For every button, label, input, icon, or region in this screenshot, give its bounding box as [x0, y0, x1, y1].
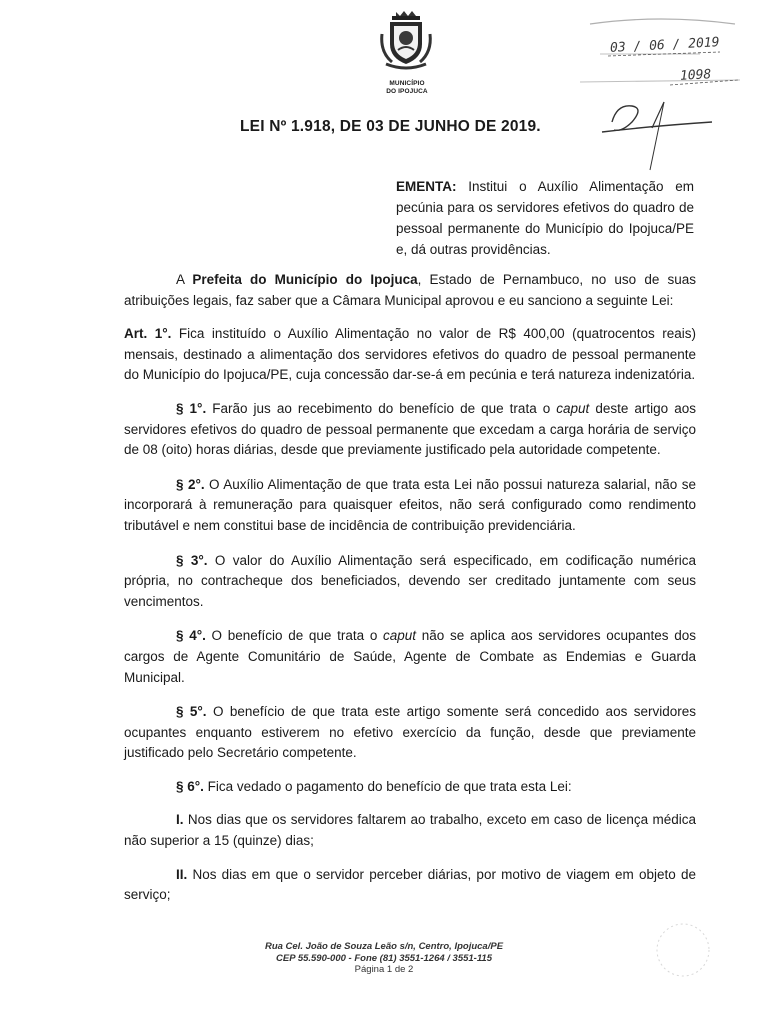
preamble-paragraph — [124, 270, 696, 311]
municipality-line-1: MUNICÍPIO — [389, 80, 425, 87]
received-stamp — [570, 10, 750, 88]
paragraph-5 — [124, 702, 696, 764]
inciso-1-label: I. — [176, 812, 184, 828]
paragraph-4-text-a: O benefício de que trata o — [205, 628, 384, 644]
municipality-line-2: DO IPOJUCA — [386, 88, 428, 95]
paragraph-4-label: § 4°. — [176, 628, 206, 644]
ementa-label: EMENTA: — [396, 179, 457, 194]
paragraph-2 — [124, 475, 696, 537]
preamble-post: , Estado de Pernambuco, no uso de suas atribuições legais, faz saber que a Câmara Municipal aprovou e eu sanciono a seguinte Lei: — [124, 272, 696, 308]
article-1-text: Fica instituído o Auxílio Alimentação no valor de R$ 400,00 (quatrocentos reais) mensais, destinado a alimentação dos servidores efetivos do quadro de pessoal permanente do Município do Ipojuca/PE, cuja concessão dar-se-á em pecúnia e terá natureza indenizatória. — [124, 326, 696, 383]
paragraph-3 — [124, 551, 696, 613]
paragraph-5-label: § 5°. — [176, 704, 207, 720]
stamp-number: 1098 — [679, 67, 712, 84]
paragraph-3-label: § 3°. — [176, 552, 208, 568]
footer — [0, 941, 768, 976]
paragraph-6-text: Fica vedado o pagamento do benefício de que trata esta Lei: — [203, 778, 572, 794]
preamble-bold: Prefeita do Município do Ipojuca — [192, 272, 418, 287]
coat-of-arms-icon — [378, 8, 434, 74]
paragraph-2-label: § 2°. — [176, 476, 205, 492]
paragraph-5-text: O benefício de que trata este artigo somente será concedido aos servidores ocupantes enquanto estiverem no efetivo exercício da função, desde que previamente justificado pelo Secretário competente. — [124, 704, 696, 761]
law-title: LEI Nº 1.918, DE 03 DE JUNHO DE 2019. — [240, 118, 541, 135]
paragraph-6 — [124, 777, 696, 798]
page-number: Página 1 de 2 — [354, 964, 414, 976]
handwritten-signature — [592, 92, 722, 172]
paragraph-2-text: O Auxílio Alimentação de que trata esta Lei não possui natureza salarial, não se incorporará à remuneração para quaisquer efeitos, não será configurado como rendimento tributável e nem constitui base de incidência de contribuição previdenciária. — [124, 476, 696, 533]
inciso-2-text: Nos dias em que o servidor perceber diárias, por motivo de viagem em objeto de serviço; — [124, 866, 696, 903]
ementa — [396, 176, 694, 260]
paragraph-3-text: O valor do Auxílio Alimentação será especificado, em codificação numérica própria, no contracheque dos beneficiados, devendo ser creditado juntamente com seus vencimentos. — [124, 552, 697, 609]
paragraph-1-text-b: deste artigo aos servidores efetivos do quadro de pessoal permanente que excedam a carga horária de serviço de 08 (oito) horas diárias, desde que previamente justificado pela autoridade competente. — [124, 400, 696, 458]
article-1 — [124, 324, 696, 386]
inciso-1-text: Nos dias que os servidores faltarem ao trabalho, exceto em caso de licença médica não superior a 15 (quinze) dias; — [124, 812, 696, 849]
ementa-text: Institui o Auxílio Alimentação em pecúnia para os servidores efetivos do quadro de pessoal permanente do Município do Ipojuca/PE e, dá outras providências. — [396, 179, 694, 257]
paragraph-4-italic: caput — [383, 628, 417, 644]
paragraph-1-label: § 1°. — [176, 400, 207, 416]
paragraph-1-italic: caput — [556, 400, 590, 416]
paragraph-4 — [124, 626, 696, 688]
stamp-date: 03 / 06 / 2019 — [609, 35, 720, 56]
inciso-2 — [124, 865, 696, 906]
inciso-2-label: II. — [176, 866, 188, 882]
paragraph-6-label: § 6°. — [176, 778, 204, 794]
municipality-caption — [380, 80, 434, 96]
inciso-1 — [124, 810, 696, 851]
paragraph-1-text-a: Farão jus ao recebimento do benefício de que trata o — [206, 400, 557, 416]
footer-address: Rua Cel. João de Souza Leão s/n, Centro, Ipojuca/PE — [264, 941, 504, 952]
footer-contact: CEP 55.590-000 - Fone (81) 3551-1264 / 3551-115 — [276, 952, 492, 964]
preamble-pre: A — [176, 272, 193, 287]
paragraph-4-text-b: não se aplica aos servidores ocupantes dos cargos de Agente Comunitário de Saúde, Agente de Combate as Endemias e Guarda Municipal. — [124, 628, 697, 685]
article-1-label: Art. 1°. — [124, 326, 172, 342]
law-body — [124, 270, 696, 906]
paragraph-1 — [124, 399, 696, 461]
